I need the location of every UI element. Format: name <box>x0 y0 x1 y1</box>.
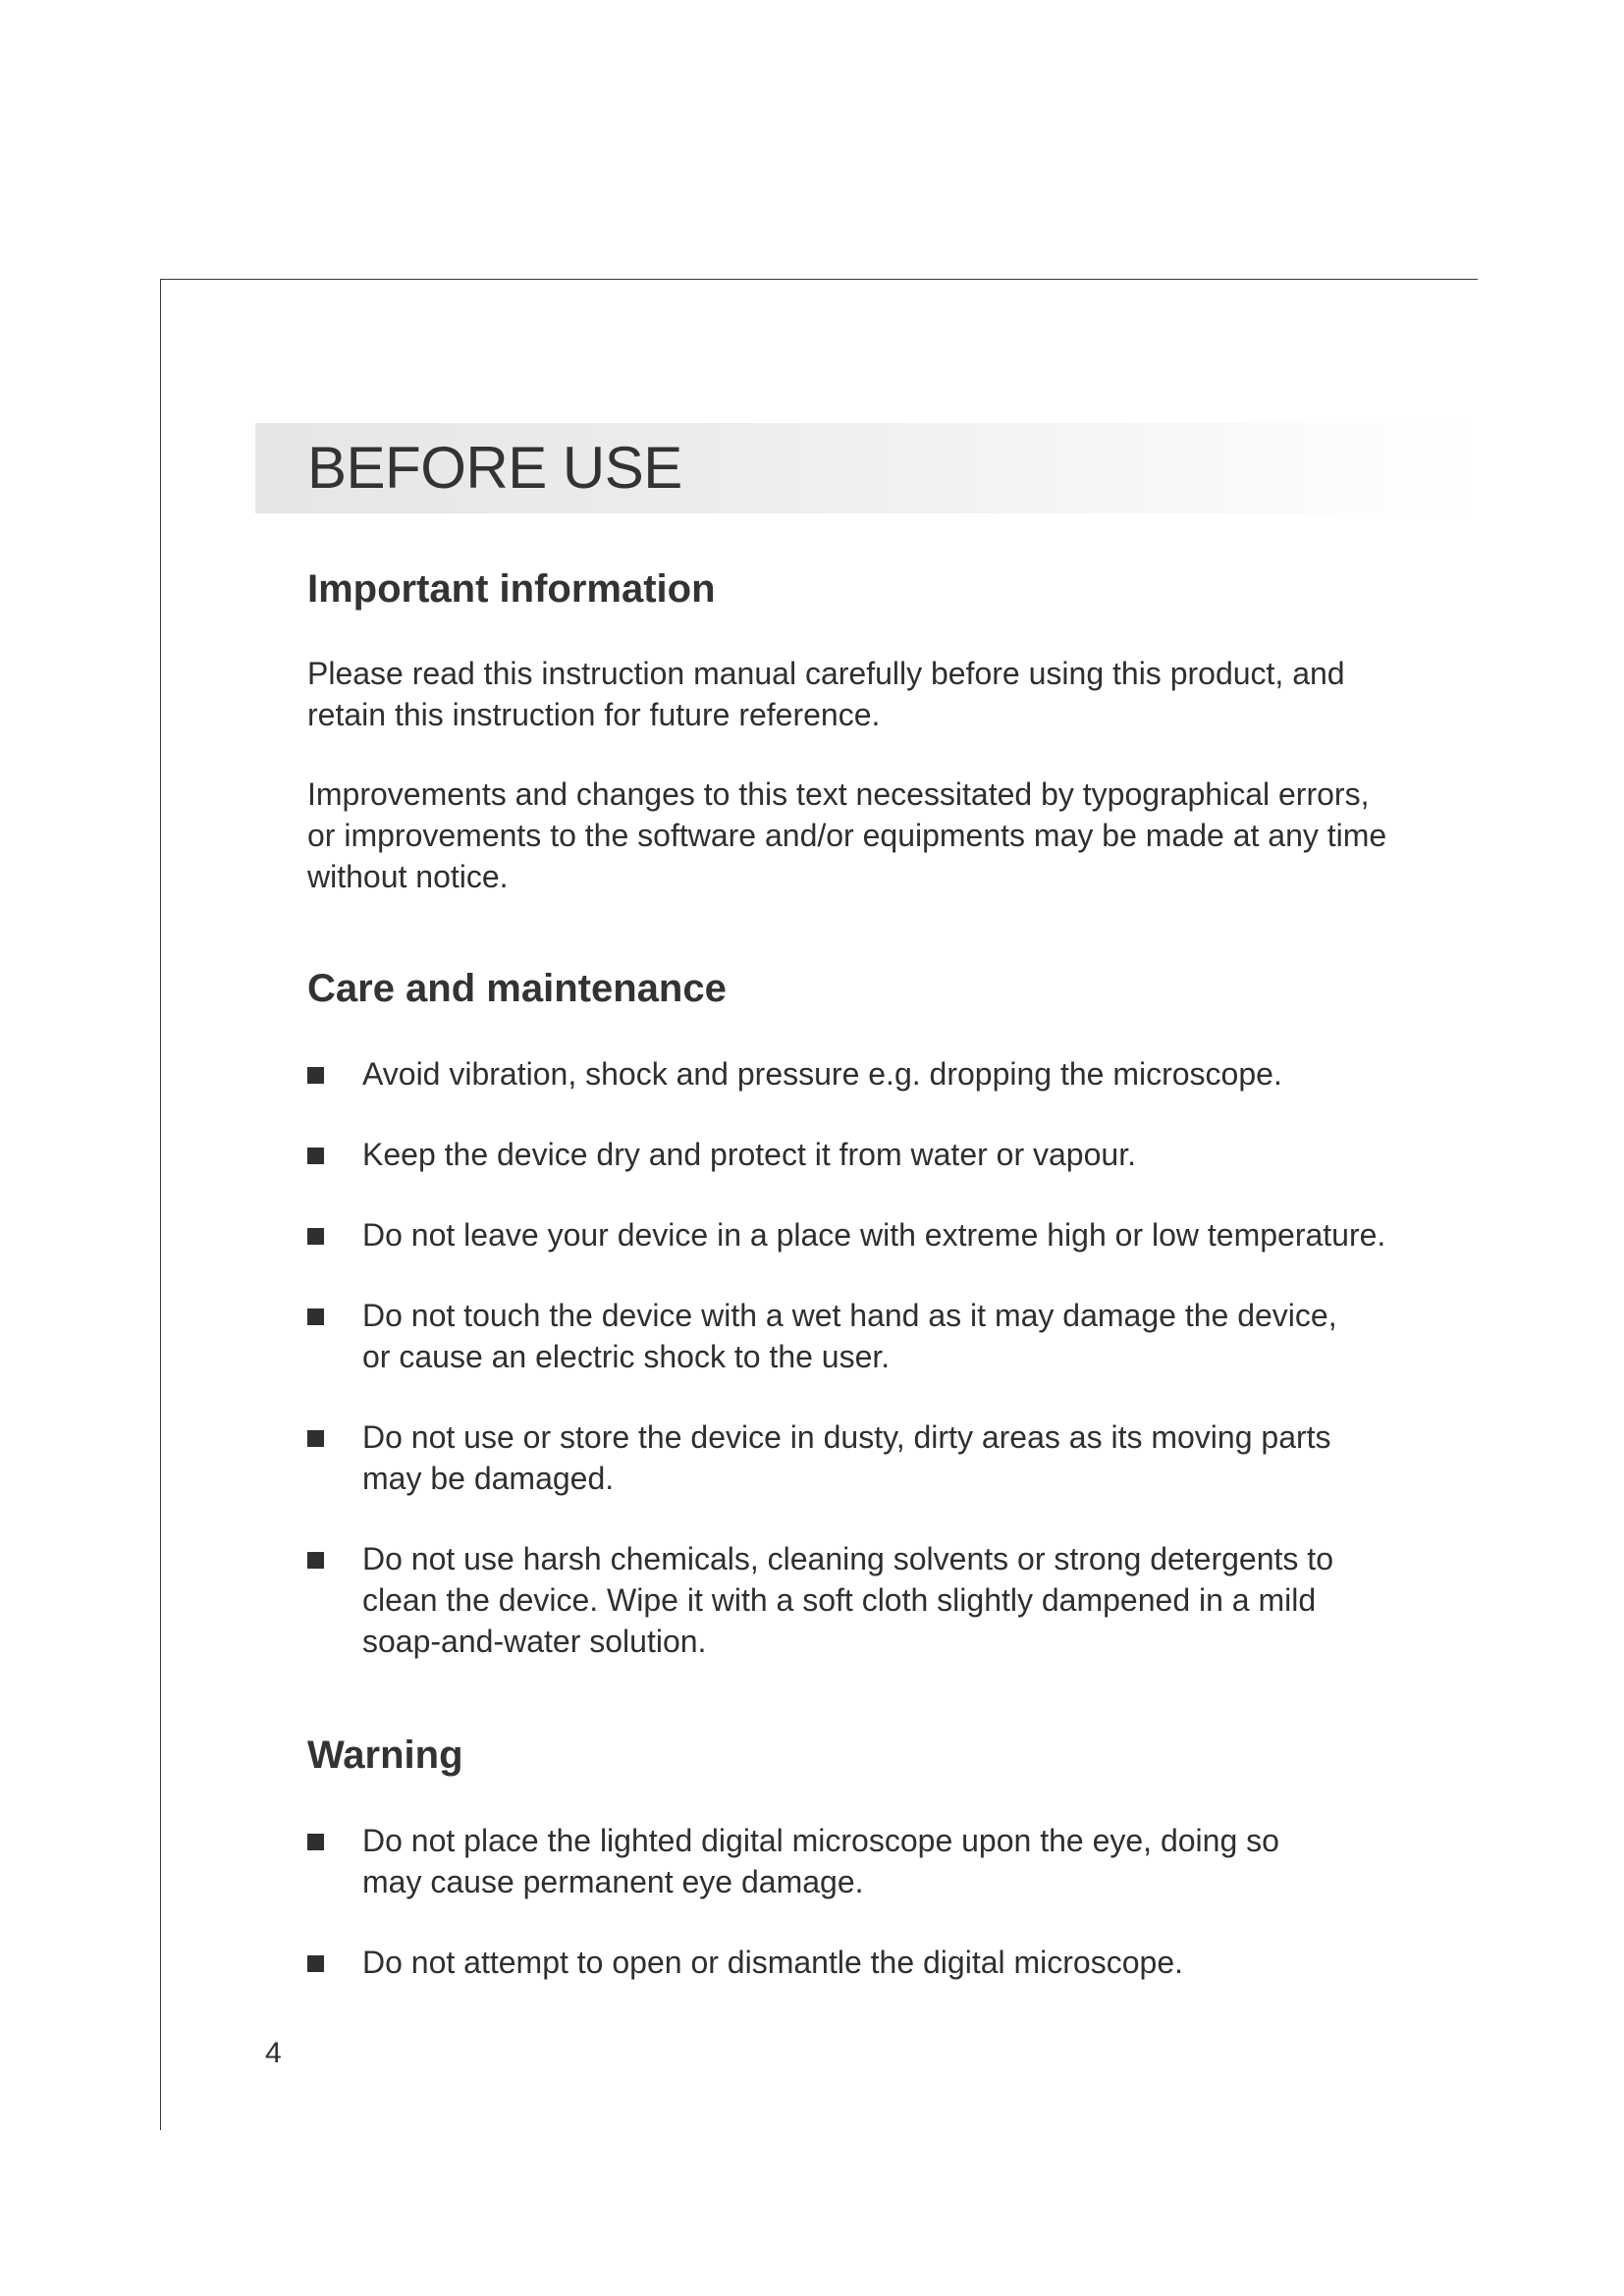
important-paragraph-1: Please read this instruction manual carefully before using this product, and retain this instruction for future reference. <box>307 656 1345 732</box>
top-rule <box>160 279 1478 280</box>
care-item-text: Keep the device dry and protect it from water or vapour. <box>362 1137 1136 1172</box>
square-bullet-icon <box>307 1228 324 1245</box>
care-item-dry <box>307 1134 1417 1175</box>
care-item-dusty <box>307 1416 1344 1499</box>
warning-item-text: Do not attempt to open or dismantle the digital microscope. <box>362 1945 1183 1980</box>
warning-item-eye <box>307 1820 1344 1902</box>
care-item-vibration <box>307 1053 1417 1095</box>
square-bullet-icon <box>307 1834 324 1850</box>
care-item-text: Do not use or store the device in dusty, dirty areas as its moving parts may be damaged. <box>362 1419 1331 1496</box>
page-number: 4 <box>265 2037 282 2069</box>
care-maintenance-heading: Care and maintenance <box>307 967 727 1010</box>
square-bullet-icon <box>307 1308 324 1325</box>
warning-item-dismantle <box>307 1942 1417 1983</box>
care-item-chemicals <box>307 1538 1344 1662</box>
care-item-temperature <box>307 1214 1417 1255</box>
important-paragraph-2: Improvements and changes to this text necessitated by typographical errors, or improvements to the software and/or equipments may be made at any time without notice. <box>307 776 1387 894</box>
warning-list <box>307 1820 1417 1983</box>
care-item-wet-hand <box>307 1295 1344 1377</box>
square-bullet-icon <box>307 1552 324 1569</box>
care-item-text: Do not use harsh chemicals, cleaning solvents or strong detergents to clean the device. Wipe it with a soft cloth slightly dampened in a mild soap-and-water solution. <box>362 1541 1333 1659</box>
warning-item-text: Do not place the lighted digital microscope upon the eye, doing so may cause permanent eye damage. <box>362 1823 1279 1899</box>
warning-heading: Warning <box>307 1734 463 1777</box>
square-bullet-icon <box>307 1955 324 1972</box>
square-bullet-icon <box>307 1148 324 1164</box>
care-list <box>307 1053 1417 1662</box>
care-item-text: Do not leave your device in a place with extreme high or low temperature. <box>362 1217 1386 1253</box>
square-bullet-icon <box>307 1067 324 1084</box>
care-item-text: Do not touch the device with a wet hand as it may damage the device, or cause an electric shock to the user. <box>362 1298 1337 1374</box>
square-bullet-icon <box>307 1430 324 1447</box>
left-margin-rule <box>160 279 161 2130</box>
important-information-heading: Important information <box>307 567 716 611</box>
page-title: BEFORE USE <box>307 435 682 501</box>
care-item-text: Avoid vibration, shock and pressure e.g. dropping the microscope. <box>362 1056 1282 1092</box>
